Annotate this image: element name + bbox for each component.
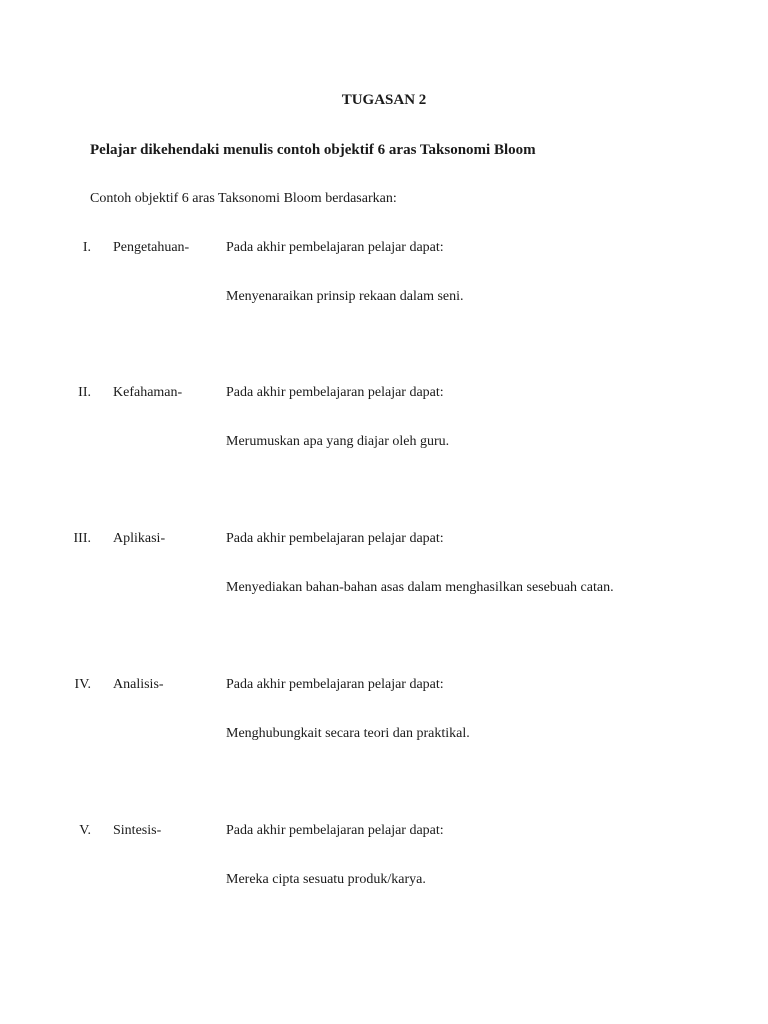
intro-text: Contoh objektif 6 aras Taksonomi Bloom berdasarkan: — [90, 191, 397, 206]
item-category: Aplikasi- — [113, 531, 166, 546]
list-item-aplikasi — [0, 531, 768, 611]
list-item-sintesis — [0, 823, 768, 903]
item-category: Sintesis- — [113, 823, 162, 838]
item-lead: Pada akhir pembelajaran pelajar dapat: — [226, 531, 444, 546]
list-item-kefahaman — [0, 385, 768, 465]
item-numeral: II. — [78, 385, 91, 400]
item-category: Analisis- — [113, 677, 164, 692]
item-numeral: IV. — [74, 677, 91, 692]
document-subtitle: Pelajar dikehendaki menulis contoh objektif 6 aras Taksonomi Bloom — [90, 142, 536, 158]
item-lead: Pada akhir pembelajaran pelajar dapat: — [226, 823, 444, 838]
item-category: Pengetahuan- — [113, 240, 190, 255]
list-item-pengetahuan — [0, 240, 768, 320]
item-lead: Pada akhir pembelajaran pelajar dapat: — [226, 677, 444, 692]
item-lead: Pada akhir pembelajaran pelajar dapat: — [226, 385, 444, 400]
item-numeral: I. — [82, 240, 91, 255]
document-title: TUGASAN 2 — [341, 92, 427, 108]
list-item-analisis — [0, 677, 768, 757]
item-objective: Mereka cipta sesuatu produk/karya. — [226, 872, 426, 887]
item-numeral: III. — [73, 531, 91, 546]
item-objective: Menyediakan bahan-bahan asas dalam menghasilkan sesebuah catan. — [226, 580, 614, 595]
item-category: Kefahaman- — [113, 385, 183, 400]
item-numeral: V. — [79, 823, 91, 838]
item-objective: Merumuskan apa yang diajar oleh guru. — [226, 434, 450, 449]
item-objective: Menyenaraikan prinsip rekaan dalam seni. — [226, 289, 464, 304]
item-objective: Menghubungkait secara teori dan praktikal. — [226, 726, 470, 741]
item-lead: Pada akhir pembelajaran pelajar dapat: — [226, 240, 444, 255]
